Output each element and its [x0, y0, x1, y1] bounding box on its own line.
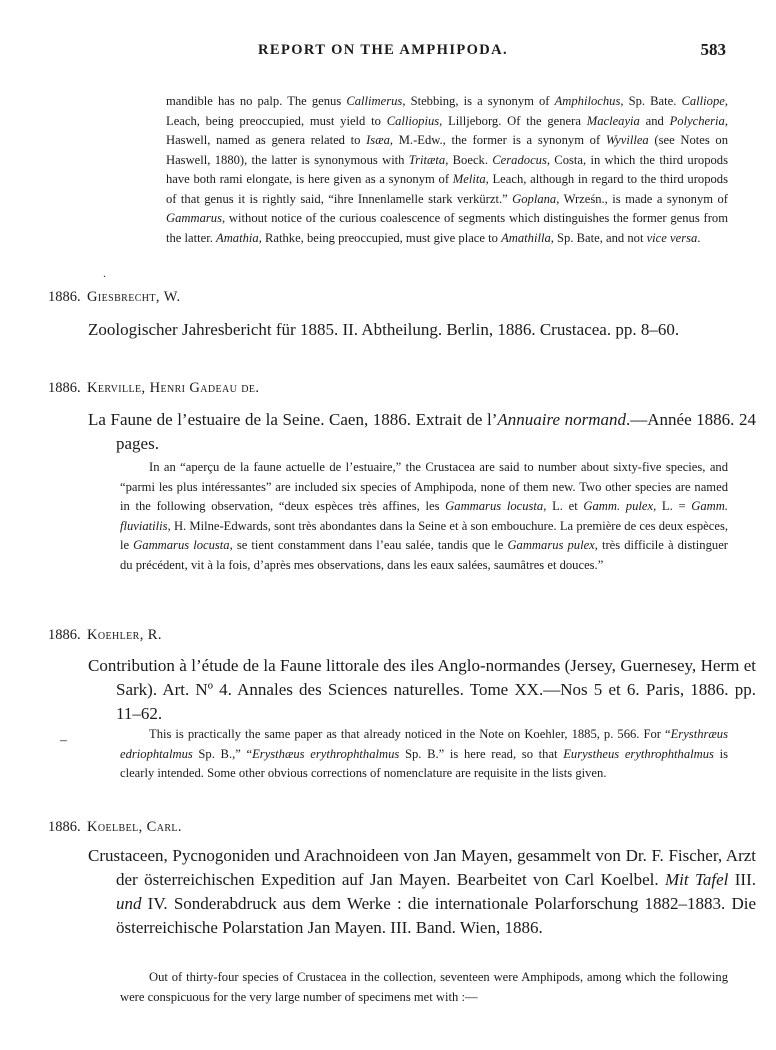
entry-author: Koelbel, Carl. — [87, 819, 182, 835]
page-number: 583 — [700, 40, 726, 59]
entry-year: 1886. — [48, 819, 81, 835]
entry-title: Contribution à l’étude de la Faune littorale des iles Anglo-normandes (Jersey, Guernesey, Herm et Sark). Art. Nº 4. Annales des Sciences naturelles. Tome XX.—Nos 5 et 6. Paris, 1886. pp. 11–62. — [88, 656, 756, 723]
continuation-paragraph: mandible has no palp. The genus Callimerus, Stebbing, is a synonym of Amphilochus, Sp. Bate. Calliope, Leach, being preoccupied, must yield to Calliopius, Lilljeborg. Of the genera Macleayia and Polycheria, Haswell, named as genera related to Isæa, M.-Edw., the former is a synonym of Wyvillea (see Notes on Haswell, 1880), the latter is synonymous with Tritæta, Boeck. Ceradocus, Costa, in which the third uropods have both rami elongate, is here given as a synonym of Melita, Leach, although in regard to the third uropods of that genus it is rightly said, “ihre Innenlamelle stark verkürzt.” Goplana, Wrześn., is made a synonym of Gammarus, without notice of the curious coalescence of segments which distinguishes the former genus from the latter. Amathia, Rathke, being preoccupied, must give place to Amathilla, Sp. Bate, and not vice versa. — [166, 94, 729, 245]
running-head: REPORT ON THE AMPHIPODA. — [258, 42, 509, 58]
entry-heading — [48, 380, 259, 397]
entry-year: 1886. — [48, 380, 81, 396]
entry-note: Out of thirty-four species of Crustacea in the collection, seventeen were Amphipods, among which the following were conspicuous for the very large number of specimens met with :— — [120, 970, 728, 1004]
entry-note: In an “aperçu de la faune actuelle de l’estuaire,” the Crustacea are said to number about sixty-five species, and “parmi les plus intéressantes” are included six species of Amphipoda, none of them new. Two other species are named in the following observation, “deux espèces très affines, les Gammarus locusta, L. et Gamm. pulex, L. = Gamm. fluviatilis, H. Milne-Edwards, sont très abondantes dans la Seine et à son embouchure. La première de ces deux espèces, le Gammarus locusta, se tient constamment dans l’eau salée, tandis que le Gammarus pulex, très difficile à distinguer du précédent, vit à la fois, d’après mes observations, dans les eaux salées, saumâtres et douces.” — [120, 460, 728, 572]
entry-author: Kerville, Henri Gadeau de. — [87, 380, 260, 396]
entry-year: 1886. — [48, 289, 81, 305]
entry-author: Giesbrecht, W. — [87, 289, 181, 305]
entry-heading — [48, 627, 162, 644]
entry-heading — [48, 289, 181, 306]
page-header — [0, 42, 776, 64]
entry-title: La Faune de l’estuaire de la Seine. Caen, 1886. Extrait de l’Annuaire normand.—Année 1886. 24 pages. — [88, 410, 756, 453]
entry-note: This is practically the same paper as that already noticed in the Note on Koehler, 1885, p. 566. For “Erysthræus edriophtalmus Sp. B.,” “Erysthæus erythrophthalmus Sp. B.” is here read, so that Eurystheus erythrophthalmus is clearly intended. Some other obvious corrections of nomenclature are requisite in the lists given. — [120, 727, 728, 780]
margin-mark: – — [60, 733, 67, 748]
entry-heading — [48, 819, 182, 836]
stray-mark: . — [103, 266, 106, 280]
entry-title: Crustaceen, Pycnogoniden und Arachnoideen von Jan Mayen, gesammelt von Dr. F. Fischer, Arzt der österreichischen Expedition auf Jan Mayen. Bearbeitet von Carl Koelbel. Mit Tafel III. und IV. Sonderabdruck aus dem Werke : die internationale Polarforschung 1882–1883. Die österreichische Polarstation Jan Mayen. III. Band. Wien, 1886. — [88, 846, 756, 937]
entry-author: Koehler, R. — [87, 627, 162, 643]
entry-year: 1886. — [48, 627, 81, 643]
entry-title: Zoologischer Jahresbericht für 1885. II. Abtheilung. Berlin, 1886. Crustacea. pp. 8–60. — [88, 320, 680, 339]
